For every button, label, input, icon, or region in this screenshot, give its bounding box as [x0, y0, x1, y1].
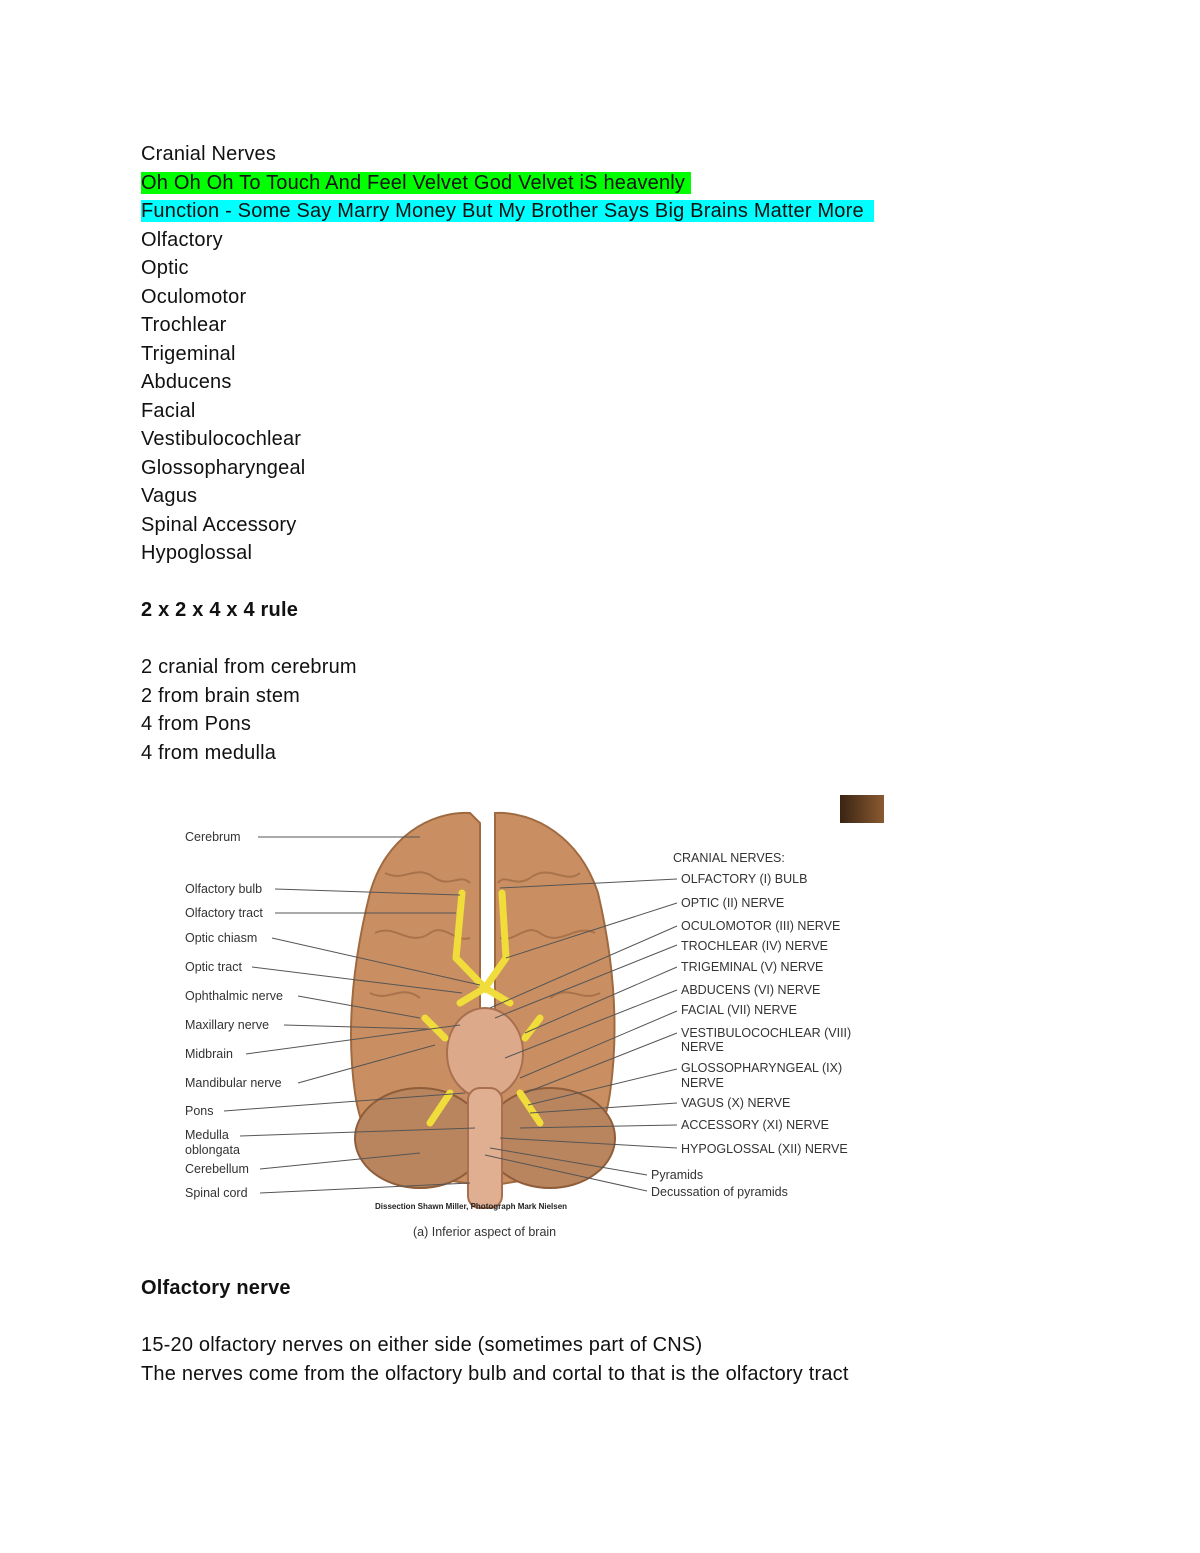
document-body	[141, 140, 1061, 767]
nerve-item: Vagus	[141, 485, 198, 507]
label-oculomotor-iii: OCULOMOTOR (III) NERVE	[681, 919, 841, 933]
nerve-item: Glossopharyngeal	[141, 456, 306, 479]
label-optic-tract: Optic tract	[185, 960, 242, 974]
label-maxillary-nerve: Maxillary nerve	[185, 1018, 270, 1032]
label-cerebellum: Cerebellum	[185, 1162, 249, 1176]
label-vestibulocochlear-nerve: NERVE	[681, 1040, 724, 1054]
label-olfactory-bulb: Olfactory bulb	[185, 882, 263, 896]
label-accessory-xi: ACCESSORY (XI) NERVE	[681, 1118, 829, 1132]
label-hypoglossal-xii: HYPOGLOSSAL (XII) NERVE	[681, 1142, 848, 1156]
label-cerebrum: Cerebrum	[185, 830, 241, 844]
label-ophthalmic-nerve: Ophthalmic nerve	[185, 989, 283, 1003]
label-vestibulocochlear-viii: VESTIBULOCOCHLEAR (VIII)	[681, 1026, 852, 1040]
rule-line: 4 from medulla	[141, 741, 277, 764]
nerve-item: Hypoglossal	[141, 542, 253, 564]
figure-caption: (a) Inferior aspect of brain	[413, 1225, 557, 1239]
label-optic-ii: OPTIC (II) NERVE	[681, 896, 785, 910]
rule-heading: 2 x 2 x 4 x 4 rule	[141, 599, 299, 621]
section-olfactory	[141, 1274, 1061, 1388]
label-abducens-vi: ABDUCENS (VI) NERVE	[681, 983, 821, 997]
label-pons: Pons	[185, 1104, 214, 1118]
photo-credit: Dissection Shawn Miller, Photograph Mark Nielsen	[375, 1202, 568, 1211]
nerve-item: Olfactory	[141, 228, 223, 251]
label-decussation: Decussation of pyramids	[651, 1185, 788, 1199]
brain-figure	[180, 793, 890, 1243]
nerve-item: Trochlear	[141, 314, 227, 336]
label-glossopharyngeal-ix: GLOSSOPHARYNGEAL (IX)	[681, 1061, 843, 1075]
rule-line: 2 cranial from cerebrum	[141, 656, 357, 678]
label-vagus-x: VAGUS (X) NERVE	[681, 1096, 791, 1110]
nerve-item: Facial	[141, 399, 196, 422]
label-optic-chiasm: Optic chiasm	[185, 931, 258, 945]
label-spinal-cord: Spinal cord	[185, 1186, 248, 1200]
nerve-item: Abducens	[141, 371, 232, 393]
label-pyramids: Pyramids	[651, 1168, 704, 1182]
section-heading: Olfactory nerve	[141, 1277, 291, 1299]
label-cranial-nerves-heading: CRANIAL NERVES:	[673, 851, 785, 865]
label-trochlear-iv: TROCHLEAR (IV) NERVE	[681, 939, 829, 953]
mnemonic-function: Function - Some Say Marry Money But My Brother Says Big Brains Matter More	[141, 200, 874, 222]
label-medulla: Medulla	[185, 1128, 229, 1142]
rule-line: 2 from brain stem	[141, 684, 301, 707]
nerve-item: Spinal Accessory	[141, 513, 297, 536]
nerve-item: Oculomotor	[141, 285, 247, 308]
rule-line: 4 from Pons	[141, 713, 252, 735]
label-oblongata: oblongata	[185, 1143, 240, 1157]
label-olfactory-i: OLFACTORY (I) BULB	[681, 872, 808, 886]
label-midbrain: Midbrain	[185, 1047, 233, 1061]
nerve-item: Vestibulocochlear	[141, 428, 302, 450]
label-olfactory-tract: Olfactory tract	[185, 906, 263, 920]
nerve-item: Optic	[141, 257, 189, 279]
mnemonic-names: Oh Oh Oh To Touch And Feel Velvet God Velvet iS heavenly	[141, 172, 691, 194]
label-trigeminal-v: TRIGEMINAL (V) NERVE	[681, 960, 824, 974]
section-line: The nerves come from the olfactory bulb and cortal to that is the olfactory tract	[141, 1362, 849, 1385]
nerve-item: Trigeminal	[141, 342, 236, 365]
label-mandibular-nerve: Mandibular nerve	[185, 1076, 282, 1090]
section-line: 15-20 olfactory nerves on either side (sometimes part of CNS)	[141, 1334, 703, 1356]
label-facial-vii: FACIAL (VII) NERVE	[681, 1003, 798, 1017]
label-glossopharyngeal-nerve: NERVE	[681, 1076, 724, 1090]
page-title: Cranial Nerves	[141, 143, 277, 165]
